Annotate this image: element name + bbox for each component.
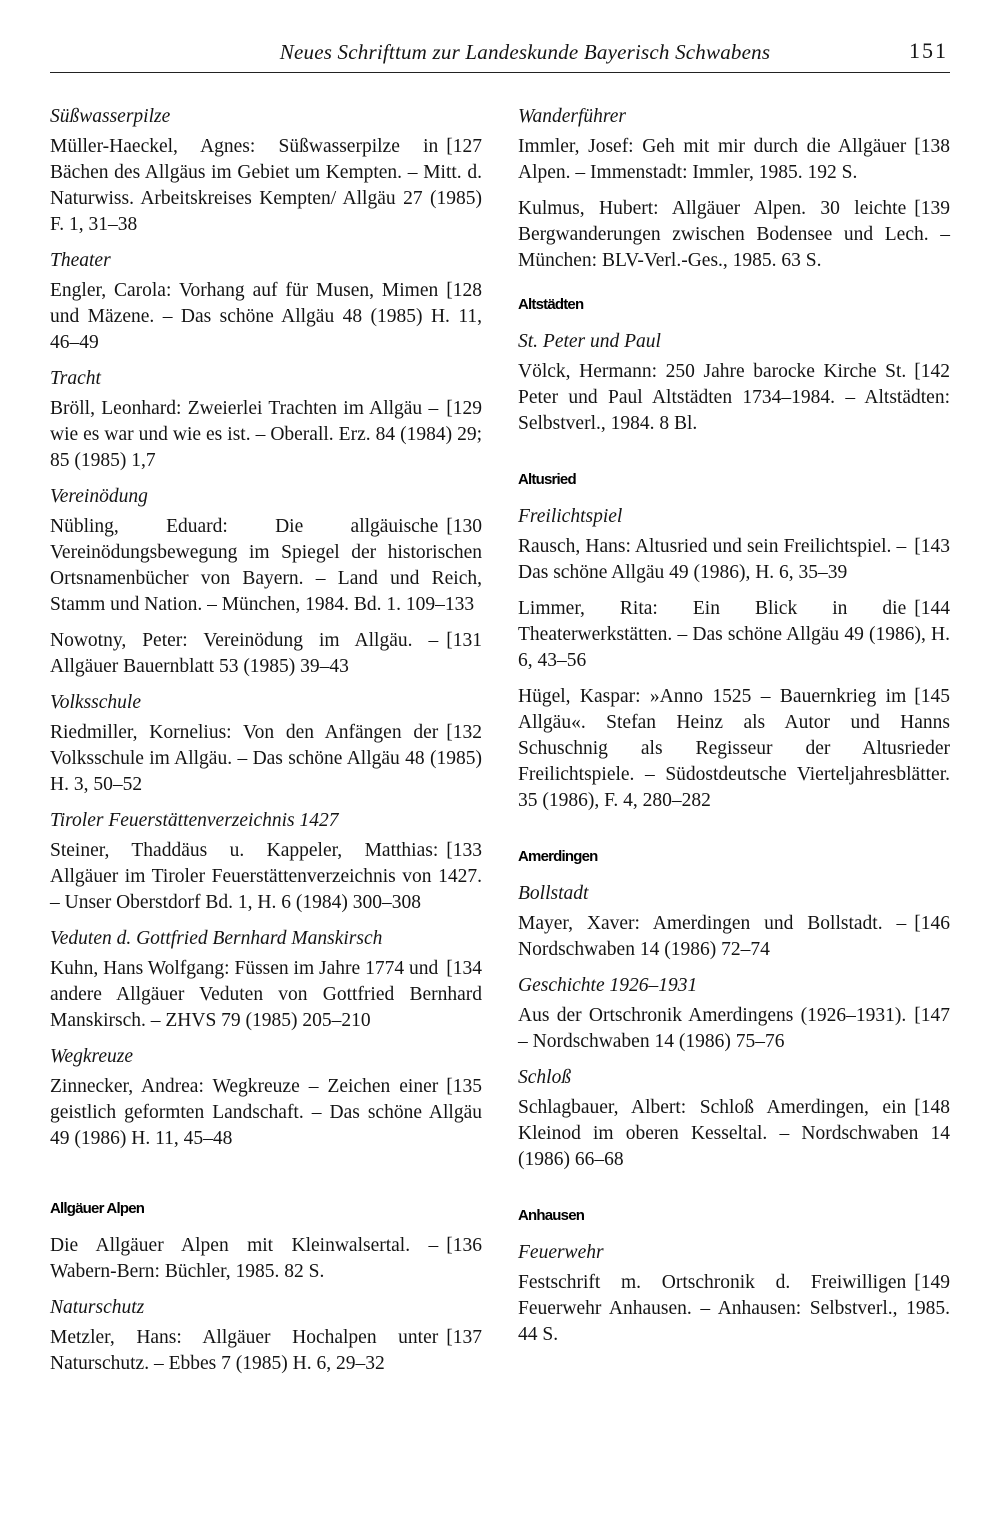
running-header — [50, 38, 950, 73]
entry-number: [142 — [914, 361, 950, 382]
entry-text: Metzler, Hans: Allgäuer Hochalpen unter Naturschutz. – Ebbes 7 (1985) H. 6, 29–32 — [50, 1327, 439, 1374]
entry-number: [138 — [914, 136, 950, 157]
entry-number: [133 — [446, 840, 482, 861]
entry-number: [136 — [446, 1235, 482, 1256]
bibliography-entry — [50, 720, 482, 798]
entry-text: Bröll, Leonhard: Zweierlei Trachten im Allgäu – wie es war und wie es ist. – Oberall. Erz. 84 (1984) 29; 85 (1985) 1,7 — [50, 398, 482, 471]
entry-number: [129 — [446, 398, 482, 419]
section-heading: Altusried — [518, 471, 576, 488]
entry-text: Nowotny, Peter: Vereinödung im Allgäu. – Allgäuer Bauernblatt 53 (1985) 39–43 — [50, 630, 439, 677]
entry-text: Nübling, Eduard: Die allgäuische Vereinödungsbewegung im Spiegel der historischen Ortsnamenbücher von Bayern. – Land und Reich, Stamm und Nation. – München, 1984. Bd. 1. 109–133 — [50, 516, 482, 615]
entry-number: [128 — [446, 280, 482, 301]
right-column — [518, 104, 950, 1358]
bibliography-entry — [50, 1325, 482, 1377]
bibliography-entry — [518, 1270, 950, 1348]
entry-text: Rausch, Hans: Altusried und sein Freilichtspiel. – Das schöne Allgäu 49 (1986), H. 6, 35–39 — [518, 536, 907, 583]
header-title: Neues Schrifttum zur Landeskunde Bayerisch Schwabens — [279, 40, 771, 64]
entry-number: [139 — [914, 198, 950, 219]
bibliography-entry — [50, 278, 482, 356]
entry-text: Engler, Carola: Vorhang auf für Musen, Mimen und Mäzene. – Das schöne Allgäu 48 (1985) H. 11, 46–49 — [50, 280, 482, 353]
entry-number: [149 — [914, 1272, 950, 1293]
subheading: Vereinödung — [50, 486, 148, 507]
entry-number: [144 — [914, 598, 950, 619]
entry-text: Kulmus, Hubert: Allgäuer Alpen. 30 leichte Bergwanderungen zwischen Bodensee und Lech. – München: BLV-Verl.-Ges., 1985. 63 S. — [518, 198, 950, 271]
entry-number: [131 — [446, 630, 482, 651]
entry-text: Müller-Haeckel, Agnes: Süßwasserpilze in Bächen des Allgäus im Gebiet um Kempten. – Mitt. d. Naturwiss. Arbeitskreises Kempten/ Allgäu 27 (1985) F. 1, 31–38 — [50, 136, 482, 235]
bibliography-entry — [50, 396, 482, 474]
section-heading: Allgäuer Alpen — [50, 1200, 145, 1217]
bibliography-entry — [50, 838, 482, 916]
entry-text: Schlagbauer, Albert: Schloß Amerdingen, ein Kleinod im oberen Kesseltal. – Nordschwaben 14 (1986) 66–68 — [518, 1097, 950, 1170]
subheading: Freilichtspiel — [518, 506, 623, 527]
bibliography-entry — [50, 1074, 482, 1152]
bibliography-entry — [518, 684, 950, 814]
bibliography-entry — [50, 514, 482, 618]
subheading: Volksschule — [50, 692, 141, 713]
entry-text: Völck, Hermann: 250 Jahre barocke Kirche St. Peter und Paul Altstädten 1734–1984. – Altstädten: Selbstverl., 1984. 8 Bl. — [518, 361, 950, 434]
bibliography-entry — [50, 1233, 482, 1285]
entry-number: [132 — [446, 722, 482, 743]
entry-text: Riedmiller, Kornelius: Von den Anfängen der Volksschule im Allgäu. – Das schöne Allgäu 48 (1985) H. 3, 50–52 — [50, 722, 482, 795]
entry-number: [127 — [446, 136, 482, 157]
bibliography-entry — [518, 134, 950, 186]
entry-text: Kuhn, Hans Wolfgang: Füssen im Jahre 1774 und andere Allgäuer Veduten von Gottfried Bernhard Manskirsch. – ZHVS 79 (1985) 205–210 — [50, 958, 482, 1031]
subheading: Veduten d. Gottfried Bernhard Manskirsch — [50, 928, 383, 949]
subheading: Wanderführer — [518, 106, 626, 127]
subheading: Bollstadt — [518, 883, 589, 904]
entry-text: Die Allgäuer Alpen mit Kleinwalsertal. – Wabern-Bern: Büchler, 1985. 82 S. — [50, 1235, 439, 1282]
entry-text: Limmer, Rita: Ein Blick in die Theaterwerkstätten. – Das schöne Allgäu 49 (1986), H. 6, 43–56 — [518, 598, 950, 671]
entry-text: Aus der Ortschronik Amerdingens (1926–1931). – Nordschwaben 14 (1986) 75–76 — [518, 1005, 907, 1052]
entry-number: [137 — [446, 1327, 482, 1348]
bibliography-entry — [518, 1095, 950, 1173]
entry-number: [145 — [914, 686, 950, 707]
entry-number: [134 — [446, 958, 482, 979]
entry-number: [148 — [914, 1097, 950, 1118]
entry-text: Zinnecker, Andrea: Wegkreuze – Zeichen einer geistlich geformten Landschaft. – Das schöne Allgäu 49 (1986) H. 11, 45–48 — [50, 1076, 482, 1149]
subheading: Wegkreuze — [50, 1046, 134, 1067]
section-heading: Amerdingen — [518, 848, 598, 865]
subheading: Schloß — [518, 1067, 572, 1088]
entry-text: Immler, Josef: Geh mit mir durch die Allgäuer Alpen. – Immenstadt: Immler, 1985. 192 S. — [518, 136, 907, 183]
entry-number: [130 — [446, 516, 482, 537]
left-column — [50, 104, 482, 1387]
bibliography-entry — [50, 628, 482, 680]
subheading: Naturschutz — [50, 1297, 145, 1318]
bibliography-entry — [518, 359, 950, 437]
subheading: Tiroler Feuerstättenverzeichnis 1427 — [50, 810, 339, 831]
entry-text: Hügel, Kaspar: »Anno 1525 – Bauernkrieg im Allgäu«. Stefan Heinz als Autor und Hanns Schuschnig als Regisseur der Altusrieder Freilichtspiele. – Südostdeutsche Vierteljahresblätter. 35 (1986), F. 4, 280–282 — [518, 686, 950, 811]
section-heading: Altstädten — [518, 296, 584, 313]
bibliography-entry — [518, 911, 950, 963]
bibliography-entry — [518, 534, 950, 586]
subheading: Geschichte 1926–1931 — [518, 975, 698, 996]
bibliography-entry — [50, 956, 482, 1034]
subheading: Tracht — [50, 368, 101, 389]
entry-number: [135 — [446, 1076, 482, 1097]
entry-text: Steiner, Thaddäus u. Kappeler, Matthias: Allgäuer im Tiroler Feuerstättenverzeichnis von 1427. – Unser Oberstdorf Bd. 1, H. 6 (1984) 300–308 — [50, 840, 482, 913]
subheading: Theater — [50, 250, 111, 271]
entry-number: [143 — [914, 536, 950, 557]
bibliography-entry — [518, 1003, 950, 1055]
page-number: 151 — [909, 38, 948, 63]
subheading: St. Peter und Paul — [518, 331, 661, 352]
bibliography-entry — [50, 134, 482, 238]
entry-text: Festschrift m. Ortschronik d. Freiwilligen Feuerwehr Anhausen. – Anhausen: Selbstverl., 1985. 44 S. — [518, 1272, 950, 1345]
entry-number: [146 — [914, 913, 950, 934]
bibliography-entry — [518, 196, 950, 274]
subheading: Süßwasserpilze — [50, 106, 171, 127]
section-heading: Anhausen — [518, 1207, 585, 1224]
subheading: Feuerwehr — [518, 1242, 604, 1263]
bibliography-entry — [518, 596, 950, 674]
entry-text: Mayer, Xaver: Amerdingen und Bollstadt. – Nordschwaben 14 (1986) 72–74 — [518, 913, 907, 960]
entry-number: [147 — [914, 1005, 950, 1026]
